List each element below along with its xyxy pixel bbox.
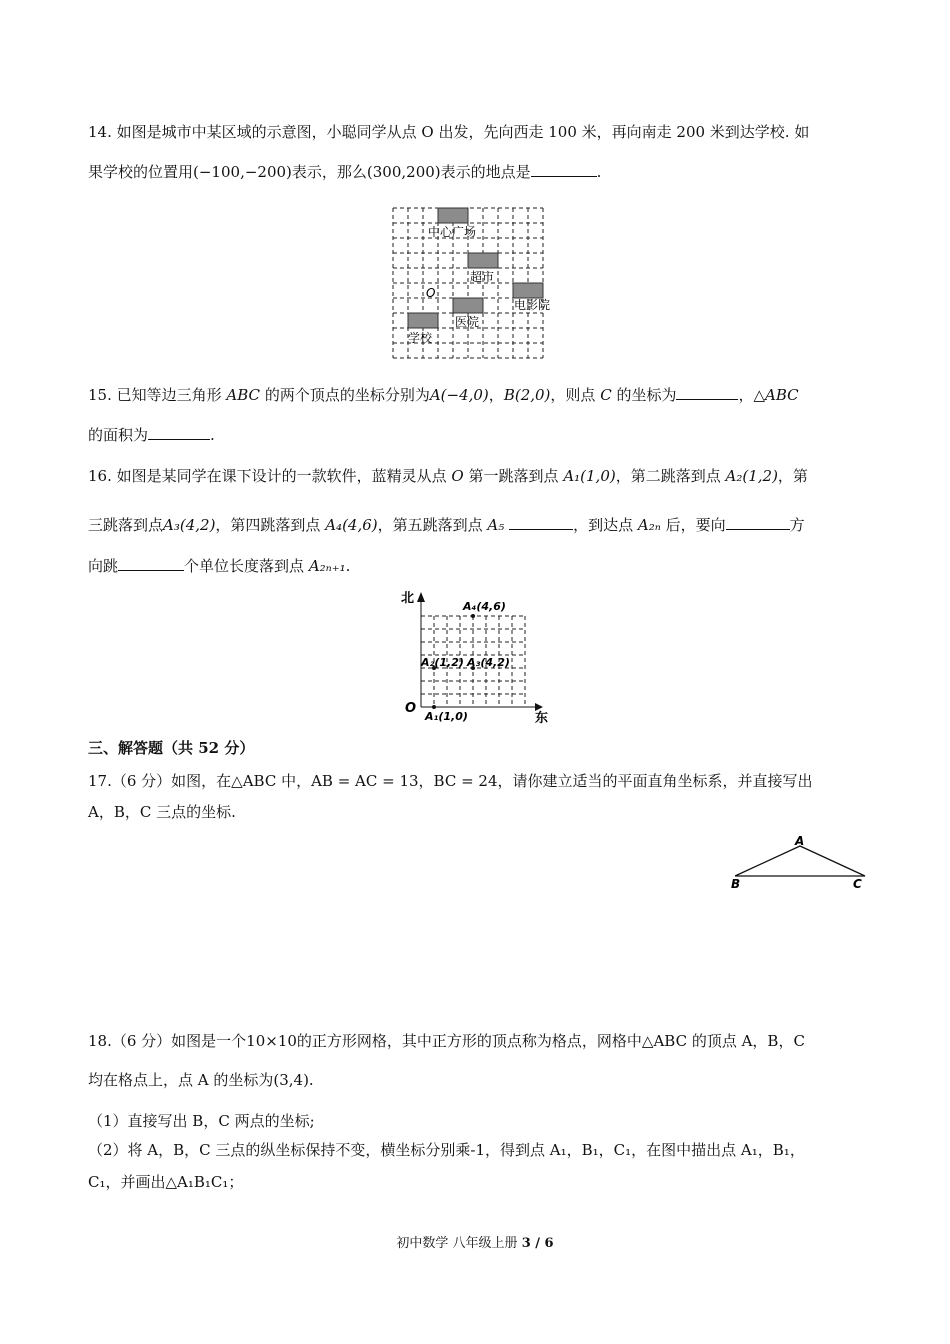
q16-graph-figure	[395, 588, 555, 728]
center-square-block	[438, 208, 468, 223]
q15-blank-2	[148, 425, 210, 440]
label-a1: A₁(1,0)	[425, 710, 468, 723]
section3-heading: 三、解答题（共 52 分）	[88, 739, 255, 757]
q14-blank	[531, 162, 597, 177]
label-hospital: 医院	[455, 315, 480, 329]
x-axis-arrow-icon	[535, 703, 543, 711]
label-c: C	[853, 877, 862, 891]
triangle-abc	[735, 846, 865, 876]
origin-label: O	[405, 701, 417, 716]
q15-line2: 的面积为 .	[88, 426, 215, 444]
east-label: 东	[535, 711, 549, 726]
point-a1	[432, 705, 436, 709]
q15-line1: 15. 已知等边三角形 ABC 的两个顶点的坐标分别为A(−4,0)，B(2,0)，则点 C 的坐标为 ，△ABC	[88, 386, 799, 404]
q14-line1: 14. 如图是城市中某区域的示意图，小聪同学从点 O 出发，先向西走 100 米，再向南走 200 米到达学校. 如	[88, 123, 810, 141]
label-a2: A₂(1,2)	[421, 656, 464, 669]
q14-line2: 果学校的位置用(−100,−200)表示，那么(300,200)表示的地点是 .	[88, 163, 602, 181]
y-axis-arrow-icon	[417, 592, 425, 602]
q15-blank-1	[676, 385, 738, 400]
q18-line2: 均在格点上，点 A 的坐标为(3,4).	[88, 1071, 314, 1089]
label-market: 超市	[470, 270, 495, 284]
cinema-block	[513, 283, 543, 298]
q17-triangle-figure	[725, 834, 875, 892]
school-block	[408, 313, 438, 328]
q16-blank-3	[118, 556, 184, 571]
north-label: 北	[401, 591, 415, 606]
label-school: 学校	[408, 331, 433, 345]
market-block	[468, 253, 498, 268]
q16-line3: 向跳 个单位长度落到点 A₂ₙ₊₁.	[88, 557, 351, 575]
page-footer	[0, 1232, 950, 1251]
label-origin: O	[426, 286, 436, 300]
footer-page-number: 3 / 6	[521, 1236, 554, 1251]
label-b: B	[731, 877, 741, 891]
q18-sub2: （2）将 A，B，C 三点的纵坐标保持不变，横坐标分别乘-1，得到点 A₁，B₁，C₁，在图中描出点 A₁，B₁，	[88, 1141, 805, 1159]
q17-line1: 17.（6 分）如图，在△ABC 中，AB = AC = 13，BC = 24，请你建立适当的平面直角坐标系，并直接写出	[88, 772, 813, 790]
q16-line2: 三跳落到点A₃(4,2)，第四跳落到点 A₄(4,6)，第五跳落到点 A₅ ，到达点 A₂ₙ 后，要向 方	[88, 516, 805, 534]
label-a: A	[795, 834, 805, 848]
label-cinema: 电影院	[514, 298, 551, 312]
label-a3: A₃(4,2)	[467, 656, 510, 669]
q14-map-figure	[390, 205, 570, 363]
q18-sub2b: C₁，并画出△A₁B₁C₁；	[88, 1173, 244, 1191]
q18-sub1: （1）直接写出 B，C 两点的坐标;	[88, 1112, 315, 1130]
hospital-block	[453, 298, 483, 313]
q17-line2: A，B，C 三点的坐标.	[88, 803, 236, 821]
q16-blank-1	[509, 515, 573, 530]
label-a4: A₄(4,6)	[463, 600, 506, 613]
point-a4	[471, 614, 475, 618]
footer-subject: 初中数学 八年级上册	[396, 1236, 518, 1251]
q18-line1: 18.（6 分）如图是一个10×10的正方形网格，其中正方形的顶点称为格点，网格中△ABC 的顶点 A，B，C	[88, 1032, 805, 1050]
q16-line1: 16. 如图是某同学在课下设计的一款软件，蓝精灵从点 O 第一跳落到点 A₁(1,0)，第二跳落到点 A₂(1,2)，第	[88, 467, 808, 485]
q16-blank-2	[726, 515, 790, 530]
label-center-square: 中心广场	[428, 225, 477, 239]
